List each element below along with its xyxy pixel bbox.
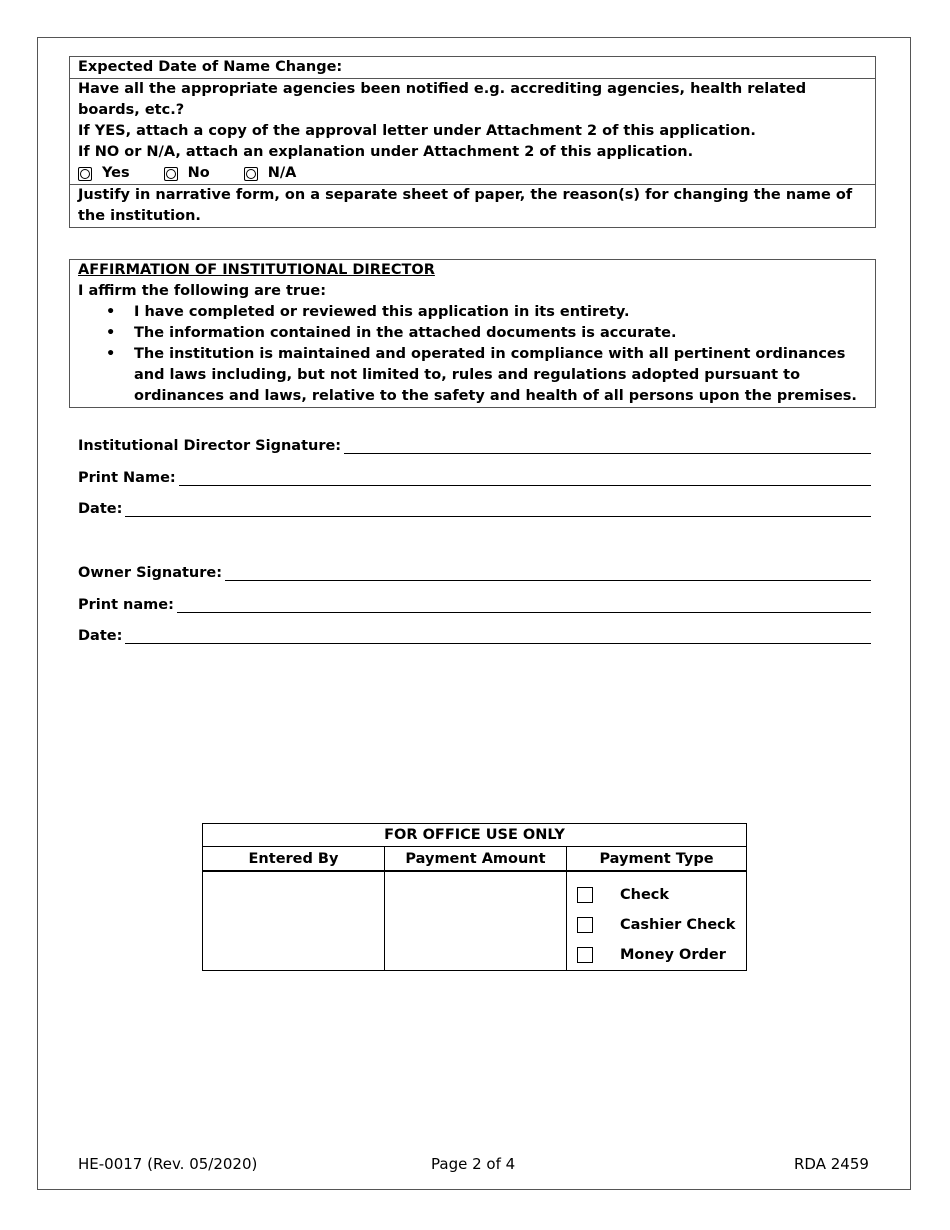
entered-by-cell[interactable] <box>203 871 385 971</box>
money-order-checkbox[interactable] <box>577 947 593 963</box>
payment-option-money-order[interactable] <box>567 940 746 970</box>
affirmation-intro: I affirm the following are true: <box>78 283 326 299</box>
cashier-check-label: Cashier Check <box>620 917 736 933</box>
owner-date-line <box>78 624 871 644</box>
footer-code: RDA 2459 <box>794 1155 869 1173</box>
director-signature-line <box>78 434 871 454</box>
if-yes-instruction: If YES, attach a copy of the approval letter under Attachment 2 of this application. <box>78 123 756 139</box>
name-change-section <box>69 56 876 228</box>
affirmation-item: • I have completed or reviewed this application in its entirety. <box>134 302 867 323</box>
affirmation-list <box>70 302 875 407</box>
check-checkbox[interactable] <box>577 887 593 903</box>
director-print-name-field[interactable] <box>179 471 871 486</box>
owner-date-field[interactable] <box>125 629 871 644</box>
director-date-label: Date: <box>78 501 123 517</box>
owner-print-name-line <box>78 593 871 613</box>
footer-form-id: HE-0017 (Rev. 05/2020) <box>78 1155 258 1173</box>
payment-option-check[interactable] <box>567 880 746 910</box>
radio-no[interactable] <box>164 167 178 181</box>
office-use-title: FOR OFFICE USE ONLY <box>203 824 747 847</box>
payment-amount-header: Payment Amount <box>385 847 567 872</box>
owner-date-label: Date: <box>78 628 123 644</box>
radio-option-yes[interactable] <box>78 163 130 184</box>
check-label: Check <box>620 887 670 903</box>
affirmation-item <box>134 344 867 407</box>
director-signature-label: Institutional Director Signature: <box>78 438 342 454</box>
if-no-instruction: If NO or N/A, attach an explanation under Attachment 2 of this application. <box>78 144 694 160</box>
affirmation-item-text: The institution is maintained and operated in compliance with all pertinent ordinances and laws including, but not limited to, rules and regulations adopted pursuant to ordinances and laws, relative to the safety and health of all persons upon the premises. <box>134 346 857 404</box>
payment-option-cashier-check[interactable] <box>567 910 746 940</box>
radio-yes[interactable] <box>78 167 92 181</box>
justify-instruction: Justify in narrative form, on a separate sheet of paper, the reason(s) for changing the name of the institution. <box>70 184 875 227</box>
owner-print-name-field[interactable] <box>177 598 871 613</box>
director-print-name-line <box>78 466 871 486</box>
affirmation-heading: AFFIRMATION OF INSTITUTIONAL DIRECTOR <box>78 262 435 278</box>
radio-option-na[interactable] <box>244 163 297 184</box>
affirmation-item: • The information contained in the attached documents is accurate. <box>134 323 867 344</box>
radio-na-label: N/A <box>267 165 297 181</box>
director-date-line <box>78 497 871 517</box>
office-use-table <box>202 823 747 971</box>
radio-no-label: No <box>187 165 210 181</box>
expected-date-label: Expected Date of Name Change: <box>78 59 343 75</box>
payment-type-cell <box>567 871 747 971</box>
director-date-field[interactable] <box>125 502 871 517</box>
director-print-name-label: Print Name: <box>78 470 176 486</box>
payment-type-header: Payment Type <box>567 847 747 872</box>
director-signature-field[interactable] <box>344 439 871 454</box>
radio-na[interactable] <box>244 167 258 181</box>
radio-option-no[interactable] <box>164 163 210 184</box>
footer-page-number: Page 2 of 4 <box>431 1155 516 1173</box>
affirmation-section <box>69 259 876 408</box>
agencies-question-block <box>70 78 875 184</box>
payment-amount-cell[interactable] <box>385 871 567 971</box>
owner-print-name-label: Print name: <box>78 597 174 613</box>
radio-yes-label: Yes <box>102 165 130 181</box>
entered-by-header: Entered By <box>203 847 385 872</box>
owner-signature-label: Owner Signature: <box>78 565 223 581</box>
owner-signature-field[interactable] <box>225 566 871 581</box>
agencies-radio-group <box>78 163 867 184</box>
owner-signature-line <box>78 561 871 581</box>
agencies-question: Have all the appropriate agencies been notified e.g. accrediting agencies, health related boards, etc.? <box>78 81 807 118</box>
cashier-check-checkbox[interactable] <box>577 917 593 933</box>
money-order-label: Money Order <box>620 947 726 963</box>
